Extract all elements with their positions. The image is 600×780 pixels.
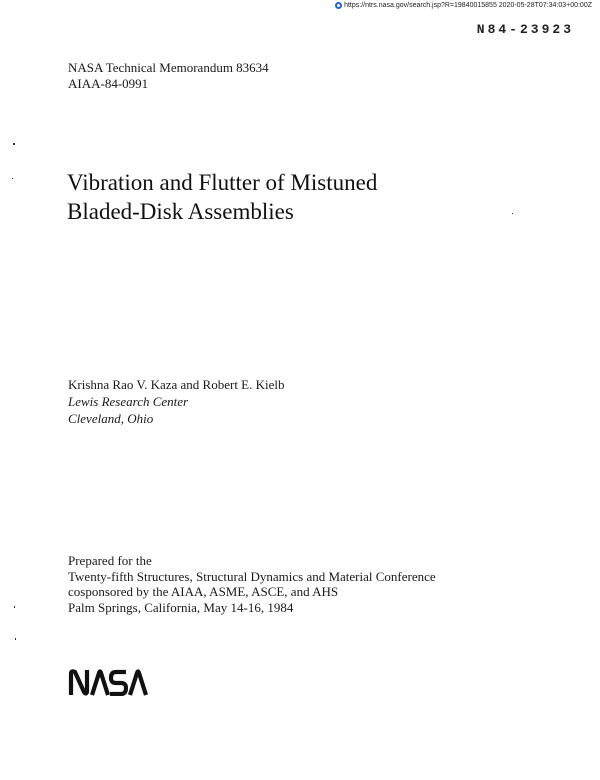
scan-speck bbox=[512, 213, 513, 214]
conference-name: Twenty-fifth Structures, Structural Dynamics and Material Conference bbox=[68, 568, 436, 584]
conference-block bbox=[68, 553, 436, 615]
prepared-for: Prepared for the bbox=[68, 553, 152, 568]
aiaa-number: AIAA-84-0991 bbox=[68, 76, 149, 91]
title-line-2: Bladed-Disk Assemblies bbox=[67, 199, 294, 224]
author-names: Krishna Rao V. Kaza and Robert E. Kielb bbox=[68, 377, 285, 392]
source-url-text: https://ntrs.nasa.gov/search.jsp?R=19840015855 2020-05-28T07:34:03+00:00Z bbox=[344, 2, 592, 9]
title-line-1: Vibration and Flutter of Mistuned bbox=[67, 170, 378, 195]
accession-number: N84-23923 bbox=[476, 22, 574, 37]
nasa-worm-logo-icon bbox=[68, 668, 150, 696]
author-block bbox=[68, 376, 285, 427]
author-location: Cleveland, Ohio bbox=[68, 411, 154, 426]
cosponsors: cosponsored by the AIAA, ASME, ASCE, and AHS bbox=[68, 584, 339, 599]
scan-speck bbox=[15, 638, 16, 640]
memo-block bbox=[68, 60, 269, 92]
memo-number: NASA Technical Memorandum 83634 bbox=[68, 60, 269, 75]
author-center: Lewis Research Center bbox=[68, 394, 189, 409]
scan-speck bbox=[12, 178, 13, 179]
ntrs-globe-icon bbox=[335, 2, 342, 9]
conference-location-date: Palm Springs, California, May 14-16, 1984 bbox=[68, 599, 294, 615]
scan-speck bbox=[13, 143, 15, 145]
source-url-stamp bbox=[335, 2, 592, 9]
document-title bbox=[67, 168, 377, 226]
scan-speck bbox=[14, 606, 15, 608]
